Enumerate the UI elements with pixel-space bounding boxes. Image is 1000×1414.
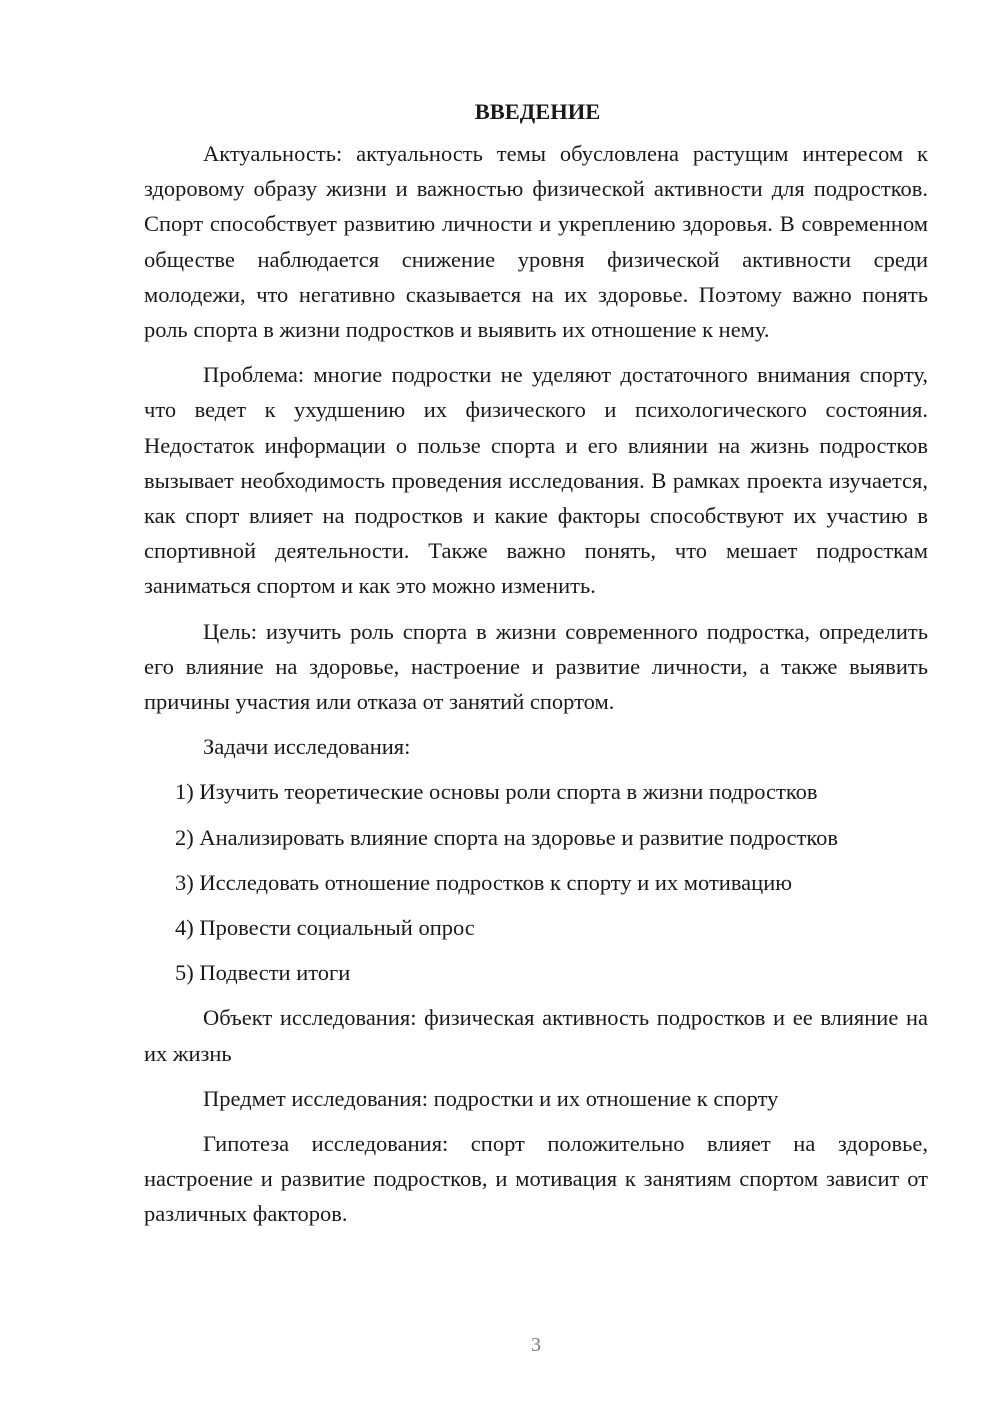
tasks-list: [144, 774, 928, 990]
task-item-4: 4) Провести социальный опрос: [175, 915, 475, 941]
tasks-heading: Задачи исследования:: [203, 734, 411, 760]
page-number: 3: [531, 1334, 541, 1356]
paragraph-hypothesis: Гипотеза исследования: спорт положительно влияет на здоровье, настроение и развитие подростков, и мотивация к занятиям спортом зависит от различных факторов.: [144, 1131, 928, 1227]
document-body: [144, 96, 928, 1242]
task-item-1: 1) Изучить теоретические основы роли спорта в жизни подростков: [175, 779, 818, 805]
paragraph-relevance: Актуальность: актуальность темы обусловлена растущим интересом к здоровому образу жизни и важностью физической активности для подростков. Спорт способствует развитию личности и укреплению здоровья. В современном обществе наблюдается снижение уровня физической активности среди молодежи, что негативно сказывается на их здоровье. Поэтому важно понять роль спорта в жизни подростков и выявить их отношение к нему.: [144, 141, 928, 343]
paragraph-goal: Цель: изучить роль спорта в жизни современного подростка, определить его влияние на здоровье, настроение и развитие личности, а также выявить причины участия или отказа от занятий спортом.: [144, 618, 928, 715]
section-title: ВВЕДЕНИЕ: [474, 99, 601, 124]
task-item-5: 5) Подвести итоги: [175, 960, 351, 986]
task-item-3: 3) Исследовать отношение подростков к спорту и их мотивацию: [175, 869, 793, 895]
paragraph-subject: Предмет исследования: подростки и их отношение к спорту: [203, 1085, 779, 1111]
paragraph-object: Объект исследования: физическая активность подростков и ее влияние на их жизнь: [144, 1005, 928, 1066]
paragraph-problem: Проблема: многие подростки не уделяют достаточного внимания спорту, что ведет к ухудшению их физического и психологического состояния. Недостаток информации о пользе спорта и его влиянии на жизнь подростков вызывает необходимость проведения исследования. В рамках проекта изучается, как спорт влияет на подростков и какие факторы способствуют их участию в спортивной деятельности. Также важно понять, что мешает подросткам заниматься спортом и как это можно изменить.: [144, 362, 928, 599]
task-item-2: 2) Анализировать влияние спорта на здоровье и развитие подростков: [175, 824, 838, 850]
